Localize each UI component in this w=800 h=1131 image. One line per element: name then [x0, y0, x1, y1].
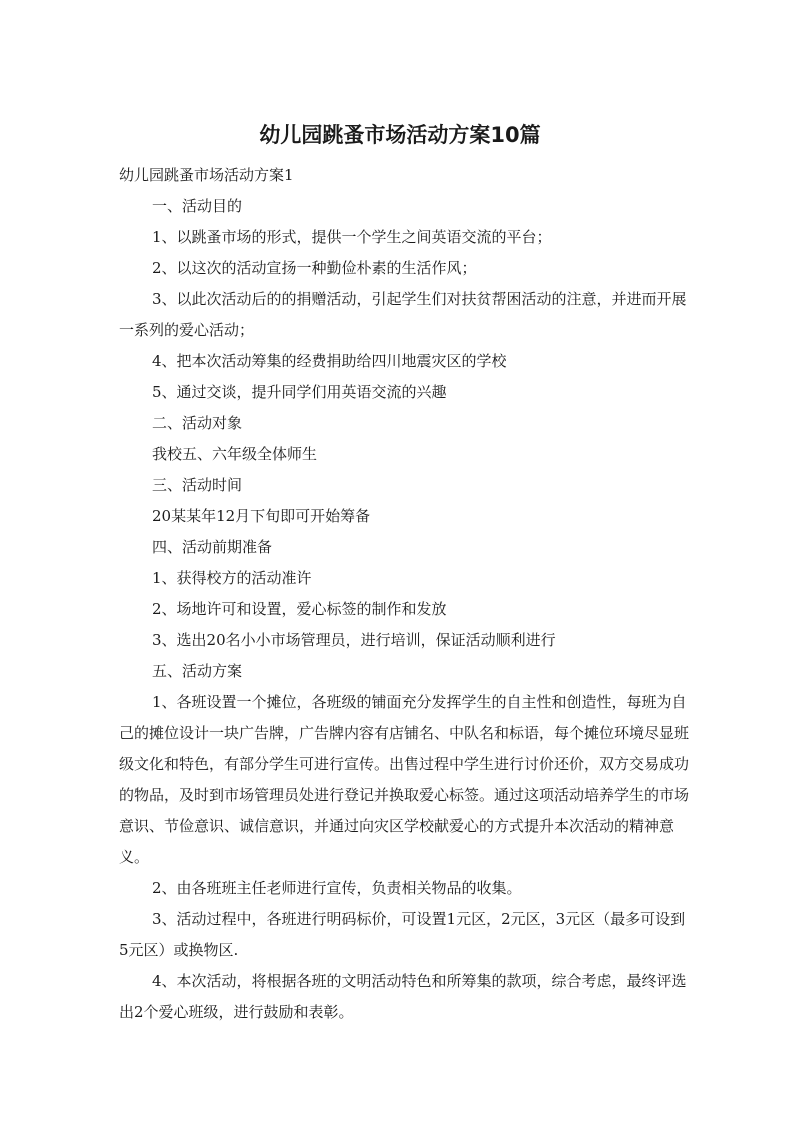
paragraph: 20某某年12月下旬即可开始筹备 — [152, 507, 371, 525]
paragraph: 5、通过交谈，提升同学们用英语交流的兴趣 — [152, 383, 447, 401]
section-heading: 一、活动目的 — [152, 197, 243, 215]
section-heading: 二、活动对象 — [152, 414, 243, 432]
paragraph: 4、本次活动，将根据各班的文明活动特色和所筹集的款项，综合考虑，最终评选出2个爱心班级，进行鼓励和表彰。 — [119, 972, 687, 1021]
paragraph: 1、获得校方的活动准许 — [152, 569, 312, 587]
paragraph: 3、选出20名小小市场管理员，进行培训，保证活动顺利进行 — [152, 631, 556, 649]
paragraph: 2、由各班班主任老师进行宣传，负责相关物品的收集。 — [152, 879, 522, 897]
paragraph: 1、以跳蚤市场的形式，提供一个学生之间英语交流的平台； — [152, 228, 552, 246]
paragraph: 3、活动过程中，各班进行明码标价，可设置1元区，2元区，3元区（最多可设到5元区）或换物区. — [119, 910, 686, 959]
paragraph: 我校五、六年级全体师生 — [152, 445, 318, 463]
plan-subtitle: 幼儿园跳蚤市场活动方案1 — [119, 166, 294, 184]
paragraph: 2、场地许可和设置，爱心标签的制作和发放 — [152, 600, 447, 618]
section-heading: 四、活动前期准备 — [152, 538, 273, 556]
section-heading: 五、活动方案 — [152, 662, 243, 680]
paragraph: 1、各班设置一个摊位，各班级的铺面充分发挥学生的自主性和创造性，每班为自己的摊位设计一块广告牌，广告牌内容有店铺名、中队名和标语，每个摊位环境尽显班级文化和特色，有部分学生可进行宣传。出售过程中学生进行讨价还价，双方交易成功的物品，及时到市场管理员处进行登记并换取爱心标签。通过这项活动培养学生的市场意识、节俭意识、诚信意识，并通过向灾区学校献爱心的方式提升本次活动的精神意义。 — [119, 693, 690, 866]
paragraph: 4、把本次活动筹集的经费捐助给四川地震灾区的学校 — [152, 352, 507, 370]
paragraph: 2、以这次的活动宣扬一种勤俭朴素的生活作风； — [152, 259, 477, 277]
paragraph: 3、以此次活动后的的捐赠活动，引起学生们对扶贫帮困活动的注意，并进而开展一系列的爱心活动； — [119, 290, 687, 339]
section-heading: 三、活动时间 — [152, 476, 243, 494]
document-title: 幼儿园跳蚤市场活动方案10篇 — [259, 123, 541, 147]
document-body — [119, 160, 691, 1028]
